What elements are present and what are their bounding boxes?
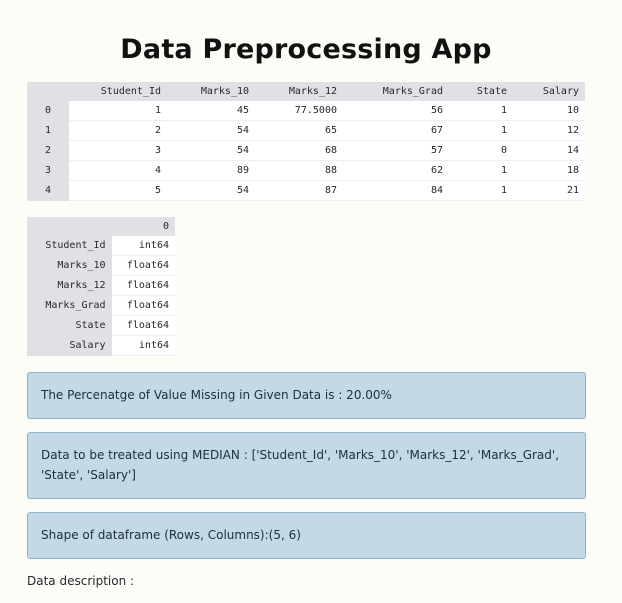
dtypes-table[interactable] bbox=[27, 217, 175, 356]
table-cell: 54 bbox=[167, 121, 255, 141]
row-index: Salary bbox=[27, 336, 112, 356]
table-cell: 0 bbox=[449, 141, 513, 161]
column-header[interactable]: Marks_10 bbox=[167, 82, 255, 101]
row-index: 2 bbox=[27, 141, 69, 161]
row-index: Student_Id bbox=[27, 236, 112, 256]
table-cell: 1 bbox=[69, 101, 167, 121]
table-cell: 1 bbox=[449, 121, 513, 141]
table-cell: 14 bbox=[513, 141, 585, 161]
table-cell: 67 bbox=[343, 121, 449, 141]
table-cell: float64 bbox=[112, 296, 175, 316]
table-row bbox=[27, 181, 585, 201]
column-header[interactable]: Student_Id bbox=[69, 82, 167, 101]
table-cell: 54 bbox=[167, 141, 255, 161]
index-header bbox=[27, 217, 112, 236]
table-cell: 87 bbox=[255, 181, 343, 201]
table-cell: 21 bbox=[513, 181, 585, 201]
table-header-row bbox=[27, 217, 175, 236]
table-cell: 1 bbox=[449, 101, 513, 121]
table-cell: 12 bbox=[513, 121, 585, 141]
table-cell: 2 bbox=[69, 121, 167, 141]
row-index: 1 bbox=[27, 121, 69, 141]
table-cell: float64 bbox=[112, 276, 175, 296]
table-cell: 56 bbox=[343, 101, 449, 121]
table-cell: 18 bbox=[513, 161, 585, 181]
table-cell: float64 bbox=[112, 256, 175, 276]
missing-percentage-info-box: The Percenatge of Value Missing in Given Data is : 20.00% bbox=[27, 372, 586, 419]
table-cell: int64 bbox=[112, 236, 175, 256]
table-cell: float64 bbox=[112, 316, 175, 336]
table-row bbox=[27, 336, 175, 356]
table-cell: 65 bbox=[255, 121, 343, 141]
table-row bbox=[27, 296, 175, 316]
table-cell: 88 bbox=[255, 161, 343, 181]
table-cell: 3 bbox=[69, 141, 167, 161]
page-title: Data Preprocessing App bbox=[120, 34, 492, 65]
row-index: 0 bbox=[27, 101, 69, 121]
table-row bbox=[27, 101, 585, 121]
data-description-label: Data description : bbox=[27, 574, 135, 588]
row-index: Marks_10 bbox=[27, 256, 112, 276]
row-index: Marks_12 bbox=[27, 276, 112, 296]
row-index: 4 bbox=[27, 181, 69, 201]
table-row bbox=[27, 276, 175, 296]
row-index: Marks_Grad bbox=[27, 296, 112, 316]
table-cell: 68 bbox=[255, 141, 343, 161]
row-index: 3 bbox=[27, 161, 69, 181]
index-header bbox=[27, 82, 69, 101]
row-index: State bbox=[27, 316, 112, 336]
table-cell: 84 bbox=[343, 181, 449, 201]
table-cell: 62 bbox=[343, 161, 449, 181]
table-cell: 77.5000 bbox=[255, 101, 343, 121]
table-cell: 4 bbox=[69, 161, 167, 181]
column-header[interactable]: Marks_12 bbox=[255, 82, 343, 101]
table-row bbox=[27, 121, 585, 141]
table-cell: 54 bbox=[167, 181, 255, 201]
dataframe-table[interactable] bbox=[27, 82, 585, 201]
table-row bbox=[27, 161, 585, 181]
table-row bbox=[27, 236, 175, 256]
table-cell: int64 bbox=[112, 336, 175, 356]
table-cell: 10 bbox=[513, 101, 585, 121]
table-header-row bbox=[27, 82, 585, 101]
table-cell: 1 bbox=[449, 161, 513, 181]
table-row bbox=[27, 256, 175, 276]
table-row bbox=[27, 316, 175, 336]
column-header[interactable]: Salary bbox=[513, 82, 585, 101]
table-cell: 57 bbox=[343, 141, 449, 161]
column-header[interactable]: 0 bbox=[112, 217, 175, 236]
median-columns-info-box: Data to be treated using MEDIAN : ['Student_Id', 'Marks_10', 'Marks_12', 'Marks_Grad', 'State', 'Salary'] bbox=[27, 432, 586, 499]
table-cell: 89 bbox=[167, 161, 255, 181]
column-header[interactable]: State bbox=[449, 82, 513, 101]
dataframe-shape-info-box: Shape of dataframe (Rows, Columns):(5, 6) bbox=[27, 512, 586, 559]
table-cell: 5 bbox=[69, 181, 167, 201]
table-cell: 1 bbox=[449, 181, 513, 201]
table-row bbox=[27, 141, 585, 161]
table-cell: 45 bbox=[167, 101, 255, 121]
column-header[interactable]: Marks_Grad bbox=[343, 82, 449, 101]
